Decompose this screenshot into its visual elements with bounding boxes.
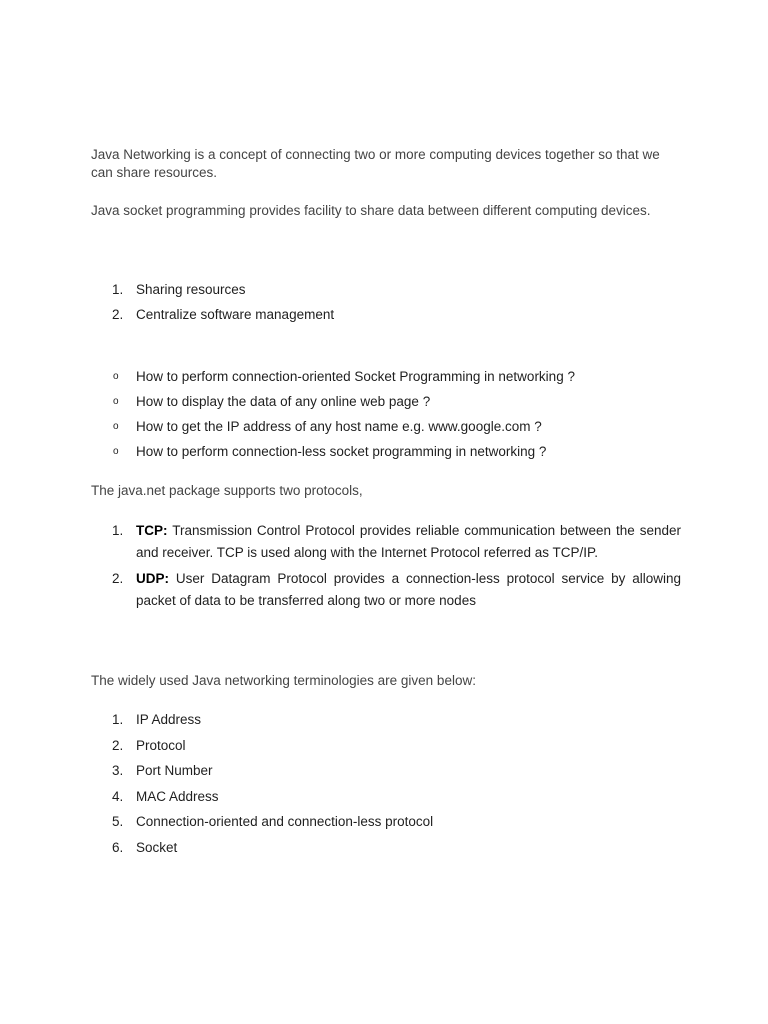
hollow-bullet-icon: o (113, 396, 119, 407)
protocol-term: UDP: (136, 571, 169, 586)
list-item (91, 366, 681, 391)
protocol-description: Transmission Control Protocol provides reliable communication between the sender and receiver. TCP is used along with the Internet Protocol referred as TCP/IP. (136, 523, 681, 560)
list-item-text: Centralize software management (136, 307, 335, 322)
list-item (91, 735, 681, 761)
list-item-text: Port Number (136, 763, 213, 778)
intro-paragraph-1: Java Networking is a concept of connecting two or more computing devices together so that we can share resources. (91, 147, 660, 180)
protocol-term: TCP: (136, 523, 168, 538)
list-item (91, 304, 681, 329)
list-item (91, 441, 681, 466)
protocols-intro: The java.net package supports two protocols, (91, 483, 363, 498)
list-item-text: Socket (136, 839, 178, 855)
list-number: 5. (112, 814, 124, 829)
list-item (91, 709, 681, 735)
list-number: 4. (112, 788, 124, 804)
list-number: 6. (112, 839, 124, 855)
list-item-text: How to perform connection-less socket programming in networking ? (136, 444, 547, 459)
list-item (91, 837, 681, 863)
hollow-bullet-icon: o (113, 421, 119, 432)
protocols-list (91, 520, 681, 612)
list-number: 2. (112, 737, 124, 753)
questions-list (91, 366, 681, 466)
terminology-intro: The widely used Java networking terminologies are given below: (91, 673, 476, 688)
list-number: 1. (112, 712, 124, 727)
list-item (91, 416, 681, 441)
list-number: 2. (112, 571, 124, 586)
list-item-text: How to get the IP address of any host name e.g. www.google.com ? (136, 419, 542, 434)
list-item-text: How to display the data of any online web page ? (136, 394, 431, 409)
list-number: 1. (112, 282, 124, 297)
list-item-text: How to perform connection-oriented Socket Programming in networking ? (136, 369, 575, 384)
list-item (91, 391, 681, 416)
list-item (91, 279, 681, 304)
list-number: 1. (112, 523, 124, 538)
hollow-bullet-icon: o (113, 371, 119, 382)
list-item-text: Protocol (136, 737, 186, 753)
list-item-text: MAC Address (136, 788, 219, 804)
list-item (91, 811, 681, 837)
intro-paragraph-2: Java socket programming provides facility to share data between different computing devices. (91, 203, 651, 218)
list-item (91, 520, 681, 564)
list-number: 2. (112, 307, 124, 322)
list-number: 3. (112, 763, 124, 778)
list-item (91, 786, 681, 812)
list-item (91, 568, 681, 612)
list-item (91, 760, 681, 786)
advantages-list (91, 279, 681, 329)
hollow-bullet-icon: o (113, 446, 119, 457)
terminology-list (91, 709, 681, 862)
list-item-text: IP Address (136, 712, 202, 727)
list-item-text: Connection-oriented and connection-less protocol (136, 814, 434, 829)
list-item-text: Sharing resources (136, 282, 246, 297)
protocol-description: User Datagram Protocol provides a connection-less protocol service by allowing packet of data to be transferred along two or more nodes (136, 571, 681, 608)
